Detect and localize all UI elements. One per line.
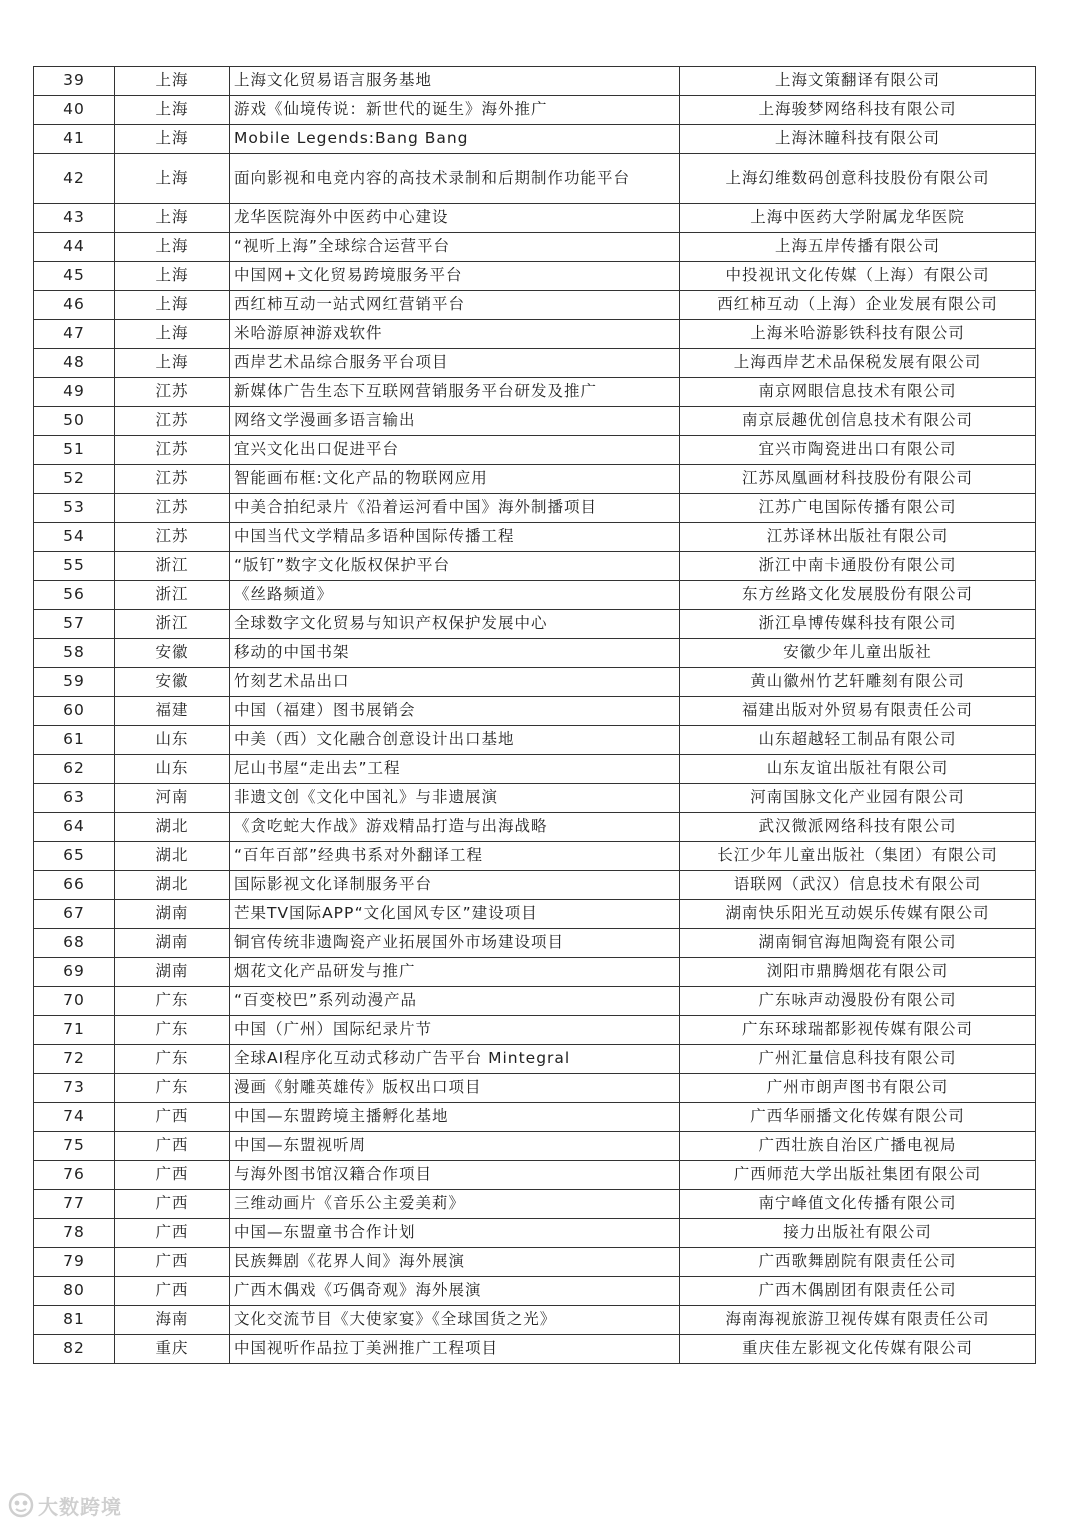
row-number: 60: [34, 697, 115, 726]
project-name-cell: 中国网+文化贸易跨境服务平台: [230, 262, 680, 291]
company-name-cell: 南京网眼信息技术有限公司: [680, 378, 1036, 407]
company-name-cell: 语联网（武汉）信息技术有限公司: [680, 871, 1036, 900]
company-name-cell: 广西木偶剧团有限责任公司: [680, 1277, 1036, 1306]
company-name-cell: 南京辰趣优创信息技术有限公司: [680, 407, 1036, 436]
project-name-cell: 非遗文创《文化中国礼》与非遗展演: [230, 784, 680, 813]
company-name-cell: 广东环球瑞都影视传媒有限公司: [680, 1016, 1036, 1045]
province-cell: 江苏: [115, 494, 230, 523]
row-number: 40: [34, 96, 115, 125]
company-name-cell: 安徽少年儿童出版社: [680, 639, 1036, 668]
province-cell: 江苏: [115, 407, 230, 436]
province-cell: 湖南: [115, 900, 230, 929]
project-name-cell: “版钉”数字文化版权保护平台: [230, 552, 680, 581]
project-name-cell: 网络文学漫画多语言输出: [230, 407, 680, 436]
company-name-cell: 浙江中南卡通股份有限公司: [680, 552, 1036, 581]
table-row: [34, 320, 1036, 349]
project-name-cell: 与海外图书馆汉籍合作项目: [230, 1161, 680, 1190]
project-name-cell: 西红柿互动一站式网红营销平台: [230, 291, 680, 320]
project-name-cell: 广西木偶戏《巧偶奇观》海外展演: [230, 1277, 680, 1306]
province-cell: 海南: [115, 1306, 230, 1335]
company-name-cell: 南宁峰值文化传播有限公司: [680, 1190, 1036, 1219]
project-name-cell: 全球AI程序化互动式移动广告平台 Mintegral: [230, 1045, 680, 1074]
province-cell: 安徽: [115, 639, 230, 668]
row-number: 77: [34, 1190, 115, 1219]
project-name-cell: 中国（福建）图书展销会: [230, 697, 680, 726]
table-row: [34, 291, 1036, 320]
row-number: 43: [34, 204, 115, 233]
row-number: 48: [34, 349, 115, 378]
row-number: 57: [34, 610, 115, 639]
province-cell: 江苏: [115, 436, 230, 465]
row-number: 79: [34, 1248, 115, 1277]
project-name-cell: 文化交流节目《大使家宴》《全球国货之光》: [230, 1306, 680, 1335]
table-row: [34, 96, 1036, 125]
project-name-cell: 智能画布框:文化产品的物联网应用: [230, 465, 680, 494]
province-cell: 山东: [115, 755, 230, 784]
project-name-cell: Mobile Legends:Bang Bang: [230, 125, 680, 154]
company-name-cell: 上海中医药大学附属龙华医院: [680, 204, 1036, 233]
company-name-cell: 广西师范大学出版社集团有限公司: [680, 1161, 1036, 1190]
company-name-cell: 长江少年儿童出版社（集团）有限公司: [680, 842, 1036, 871]
table-row: [34, 1248, 1036, 1277]
table-row: [34, 1103, 1036, 1132]
province-cell: 重庆: [115, 1335, 230, 1364]
province-cell: 浙江: [115, 552, 230, 581]
company-name-cell: 广东咏声动漫股份有限公司: [680, 987, 1036, 1016]
row-number: 67: [34, 900, 115, 929]
table-row: [34, 1074, 1036, 1103]
row-number: 76: [34, 1161, 115, 1190]
row-number: 45: [34, 262, 115, 291]
table-row: [34, 67, 1036, 96]
province-cell: 广东: [115, 1074, 230, 1103]
company-name-cell: 上海幻维数码创意科技股份有限公司: [680, 154, 1036, 204]
project-name-cell: 芒果TV国际APP“文化国风专区”建设项目: [230, 900, 680, 929]
province-cell: 浙江: [115, 581, 230, 610]
row-number: 49: [34, 378, 115, 407]
table-row: [34, 1190, 1036, 1219]
row-number: 41: [34, 125, 115, 154]
project-list-table: [33, 66, 1036, 1364]
row-number: 39: [34, 67, 115, 96]
province-cell: 广东: [115, 987, 230, 1016]
province-cell: 福建: [115, 697, 230, 726]
province-cell: 江苏: [115, 378, 230, 407]
row-number: 78: [34, 1219, 115, 1248]
province-cell: 湖北: [115, 842, 230, 871]
table-row: [34, 154, 1036, 204]
company-name-cell: 山东超越轻工制品有限公司: [680, 726, 1036, 755]
province-cell: 上海: [115, 154, 230, 204]
row-number: 81: [34, 1306, 115, 1335]
project-name-cell: 上海文化贸易语言服务基地: [230, 67, 680, 96]
project-name-cell: 《丝路频道》: [230, 581, 680, 610]
table-row: [34, 125, 1036, 154]
project-name-cell: 游戏《仙境传说：新世代的诞生》海外推广: [230, 96, 680, 125]
project-name-cell: 移动的中国书架: [230, 639, 680, 668]
table-body: [34, 67, 1036, 1364]
row-number: 56: [34, 581, 115, 610]
province-cell: 上海: [115, 233, 230, 262]
row-number: 69: [34, 958, 115, 987]
table-row: [34, 813, 1036, 842]
company-name-cell: 上海五岸传播有限公司: [680, 233, 1036, 262]
table-row: [34, 407, 1036, 436]
project-name-cell: “百年百部”经典书系对外翻译工程: [230, 842, 680, 871]
project-name-cell: 中美合拍纪录片《沿着运河看中国》海外制播项目: [230, 494, 680, 523]
row-number: 65: [34, 842, 115, 871]
row-number: 55: [34, 552, 115, 581]
table-row: [34, 262, 1036, 291]
company-name-cell: 江苏广电国际传播有限公司: [680, 494, 1036, 523]
company-name-cell: 广西壮族自治区广播电视局: [680, 1132, 1036, 1161]
company-name-cell: 广州汇量信息科技有限公司: [680, 1045, 1036, 1074]
table-row: [34, 1306, 1036, 1335]
project-name-cell: 三维动画片《音乐公主爱美莉》: [230, 1190, 680, 1219]
table-row: [34, 987, 1036, 1016]
province-cell: 湖南: [115, 958, 230, 987]
table-row: [34, 1161, 1036, 1190]
province-cell: 湖北: [115, 871, 230, 900]
table-row: [34, 842, 1036, 871]
company-name-cell: 河南国脉文化产业园有限公司: [680, 784, 1036, 813]
table-row: [34, 581, 1036, 610]
row-number: 47: [34, 320, 115, 349]
company-name-cell: 上海文策翻译有限公司: [680, 67, 1036, 96]
company-name-cell: 广西华丽播文化传媒有限公司: [680, 1103, 1036, 1132]
table-row: [34, 1219, 1036, 1248]
table-row: [34, 494, 1036, 523]
project-name-cell: 中国—东盟跨境主播孵化基地: [230, 1103, 680, 1132]
row-number: 80: [34, 1277, 115, 1306]
province-cell: 安徽: [115, 668, 230, 697]
project-name-cell: 中国视听作品拉丁美洲推广工程项目: [230, 1335, 680, 1364]
province-cell: 上海: [115, 204, 230, 233]
company-name-cell: 江苏凤凰画材科技股份有限公司: [680, 465, 1036, 494]
province-cell: 广东: [115, 1045, 230, 1074]
row-number: 63: [34, 784, 115, 813]
table-row: [34, 929, 1036, 958]
company-name-cell: 东方丝路文化发展股份有限公司: [680, 581, 1036, 610]
watermark: [8, 1491, 122, 1519]
table-row: [34, 552, 1036, 581]
table-row: [34, 900, 1036, 929]
project-name-cell: 铜官传统非遗陶瓷产业拓展国外市场建设项目: [230, 929, 680, 958]
watermark-logo-icon: [8, 1492, 34, 1518]
project-name-cell: 中国当代文学精品多语种国际传播工程: [230, 523, 680, 552]
project-name-cell: 西岸艺术品综合服务平台项目: [230, 349, 680, 378]
project-name-cell: “百变校巴”系列动漫产品: [230, 987, 680, 1016]
project-name-cell: 中国—东盟视听周: [230, 1132, 680, 1161]
table-row: [34, 349, 1036, 378]
company-name-cell: 福建出版对外贸易有限责任公司: [680, 697, 1036, 726]
table-row: [34, 958, 1036, 987]
row-number: 54: [34, 523, 115, 552]
company-name-cell: 山东友谊出版社有限公司: [680, 755, 1036, 784]
project-name-cell: 烟花文化产品研发与推广: [230, 958, 680, 987]
company-name-cell: 宜兴市陶瓷进出口有限公司: [680, 436, 1036, 465]
row-number: 73: [34, 1074, 115, 1103]
province-cell: 广西: [115, 1248, 230, 1277]
company-name-cell: 重庆佳左影视文化传媒有限公司: [680, 1335, 1036, 1364]
project-name-cell: 尼山书屋“走出去”工程: [230, 755, 680, 784]
company-name-cell: 上海沐瞳科技有限公司: [680, 125, 1036, 154]
company-name-cell: 广州市朗声图书有限公司: [680, 1074, 1036, 1103]
row-number: 50: [34, 407, 115, 436]
province-cell: 广东: [115, 1016, 230, 1045]
row-number: 53: [34, 494, 115, 523]
project-name-cell: 《贪吃蛇大作战》游戏精品打造与出海战略: [230, 813, 680, 842]
row-number: 46: [34, 291, 115, 320]
company-name-cell: 黄山徽州竹艺轩雕刻有限公司: [680, 668, 1036, 697]
row-number: 74: [34, 1103, 115, 1132]
province-cell: 广西: [115, 1219, 230, 1248]
row-number: 72: [34, 1045, 115, 1074]
table-row: [34, 726, 1036, 755]
company-name-cell: 西红柿互动（上海）企业发展有限公司: [680, 291, 1036, 320]
province-cell: 上海: [115, 349, 230, 378]
company-name-cell: 中投视讯文化传媒（上海）有限公司: [680, 262, 1036, 291]
row-number: 71: [34, 1016, 115, 1045]
table-row: [34, 436, 1036, 465]
row-number: 62: [34, 755, 115, 784]
project-name-cell: 中国—东盟童书合作计划: [230, 1219, 680, 1248]
project-name-cell: 竹刻艺术品出口: [230, 668, 680, 697]
province-cell: 江苏: [115, 523, 230, 552]
row-number: 82: [34, 1335, 115, 1364]
province-cell: 湖南: [115, 929, 230, 958]
table-row: [34, 610, 1036, 639]
project-name-cell: 面向影视和电竞内容的高技术录制和后期制作功能平台: [230, 154, 680, 204]
province-cell: 山东: [115, 726, 230, 755]
row-number: 51: [34, 436, 115, 465]
project-name-cell: 民族舞剧《花界人间》海外展演: [230, 1248, 680, 1277]
table-row: [34, 204, 1036, 233]
province-cell: 湖北: [115, 813, 230, 842]
project-name-cell: 国际影视文化译制服务平台: [230, 871, 680, 900]
table-row: [34, 233, 1036, 262]
project-name-cell: 宜兴文化出口促进平台: [230, 436, 680, 465]
province-cell: 江苏: [115, 465, 230, 494]
table-row: [34, 755, 1036, 784]
row-number: 66: [34, 871, 115, 900]
project-name-cell: 龙华医院海外中医药中心建设: [230, 204, 680, 233]
table-row: [34, 523, 1036, 552]
table-row: [34, 668, 1036, 697]
province-cell: 上海: [115, 291, 230, 320]
table-row: [34, 1045, 1036, 1074]
company-name-cell: 广西歌舞剧院有限责任公司: [680, 1248, 1036, 1277]
company-name-cell: 上海西岸艺术品保税发展有限公司: [680, 349, 1036, 378]
company-name-cell: 江苏译林出版社有限公司: [680, 523, 1036, 552]
row-number: 64: [34, 813, 115, 842]
company-name-cell: 海南海视旅游卫视传媒有限责任公司: [680, 1306, 1036, 1335]
province-cell: 上海: [115, 125, 230, 154]
row-number: 70: [34, 987, 115, 1016]
table-row: [34, 697, 1036, 726]
company-name-cell: 浏阳市鼎腾烟花有限公司: [680, 958, 1036, 987]
company-name-cell: 浙江阜博传媒科技有限公司: [680, 610, 1036, 639]
table-row: [34, 1132, 1036, 1161]
row-number: 61: [34, 726, 115, 755]
table-row: [34, 784, 1036, 813]
project-name-cell: 米哈游原神游戏软件: [230, 320, 680, 349]
province-cell: 浙江: [115, 610, 230, 639]
province-cell: 广西: [115, 1277, 230, 1306]
project-name-cell: 新媒体广告生态下互联网营销服务平台研发及推广: [230, 378, 680, 407]
province-cell: 广西: [115, 1161, 230, 1190]
table-row: [34, 1277, 1036, 1306]
project-name-cell: 漫画《射雕英雄传》版权出口项目: [230, 1074, 680, 1103]
province-cell: 广西: [115, 1103, 230, 1132]
company-name-cell: 上海骏梦网络科技有限公司: [680, 96, 1036, 125]
row-number: 52: [34, 465, 115, 494]
table-row: [34, 465, 1036, 494]
province-cell: 上海: [115, 67, 230, 96]
province-cell: 上海: [115, 320, 230, 349]
table-row: [34, 378, 1036, 407]
province-cell: 上海: [115, 262, 230, 291]
province-cell: 广西: [115, 1132, 230, 1161]
row-number: 75: [34, 1132, 115, 1161]
province-cell: 上海: [115, 96, 230, 125]
company-name-cell: 接力出版社有限公司: [680, 1219, 1036, 1248]
project-name-cell: “视听上海”全球综合运营平台: [230, 233, 680, 262]
company-name-cell: 湖南铜官海旭陶瓷有限公司: [680, 929, 1036, 958]
row-number: 59: [34, 668, 115, 697]
row-number: 58: [34, 639, 115, 668]
row-number: 42: [34, 154, 115, 204]
company-name-cell: 上海米哈游影铁科技有限公司: [680, 320, 1036, 349]
project-name-cell: 中美（西）文化融合创意设计出口基地: [230, 726, 680, 755]
province-cell: 河南: [115, 784, 230, 813]
table-row: [34, 1016, 1036, 1045]
watermark-text: 大数跨境: [38, 1494, 122, 1519]
company-name-cell: 湖南快乐阳光互动娱乐传媒有限公司: [680, 900, 1036, 929]
project-name-cell: 中国（广州）国际纪录片节: [230, 1016, 680, 1045]
table-row: [34, 639, 1036, 668]
project-name-cell: 全球数字文化贸易与知识产权保护发展中心: [230, 610, 680, 639]
table-row: [34, 871, 1036, 900]
company-name-cell: 武汉微派网络科技有限公司: [680, 813, 1036, 842]
row-number: 68: [34, 929, 115, 958]
row-number: 44: [34, 233, 115, 262]
province-cell: 广西: [115, 1190, 230, 1219]
table-row: [34, 1335, 1036, 1364]
